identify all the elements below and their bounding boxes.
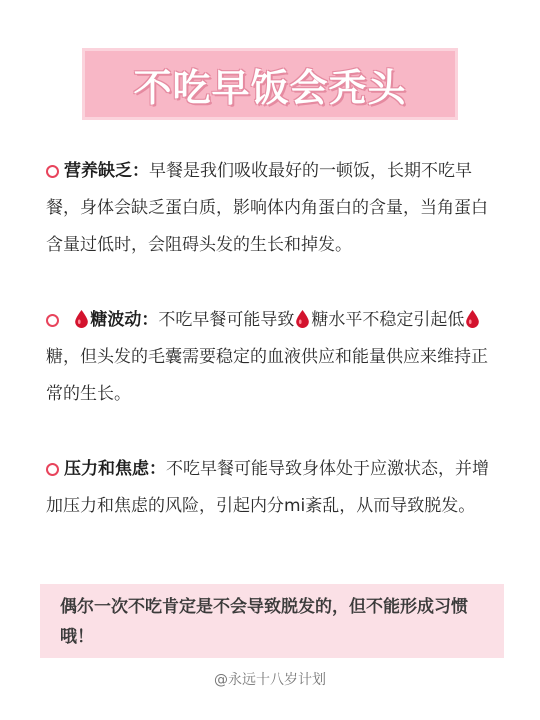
blood-drop-icon [75,310,88,328]
section-label: 糖波动： [90,310,159,330]
section-text: 糖水平不稳定引起低 [311,310,465,330]
section-text: 早餐是我们吸收最好的一顿饭，长期不吃早餐，身体会缺乏蛋白质，影响体内角蛋白的含量，当角蛋白含量过低时，会阻碍头发的生长和掉发。 [46,161,488,255]
section-text: 不吃早餐可能导致身体处于应激状态，并增加压力和焦虑的风险，引起内分mi紊乱，从而导致脱发。 [46,459,489,516]
red-circle-icon [46,463,59,476]
title-banner [82,48,458,120]
note-box [40,584,504,658]
section-blood-sugar [46,302,496,413]
page-title: 不吃早饭会秃头 [133,65,407,110]
blood-drop-icon [296,310,309,328]
section-stress [46,451,496,525]
section-label: 压力和焦虑： [64,459,166,479]
note-text: 偶尔一次不吃肯定是不会导致脱发的，但不能形成习惯哦！ [60,597,468,647]
section-nutrition [46,153,496,264]
red-circle-icon [46,314,59,327]
red-circle-icon [46,165,59,178]
footer-watermark: @永远十八岁计划 [214,672,326,688]
section-label: 营养缺乏： [64,161,149,181]
section-text: 不吃早餐可能导致 [158,310,295,330]
section-text: 糖，但头发的毛囊需要稳定的血液供应和能量供应来维持正常的生长。 [46,347,488,404]
blood-drop-icon [466,310,479,328]
